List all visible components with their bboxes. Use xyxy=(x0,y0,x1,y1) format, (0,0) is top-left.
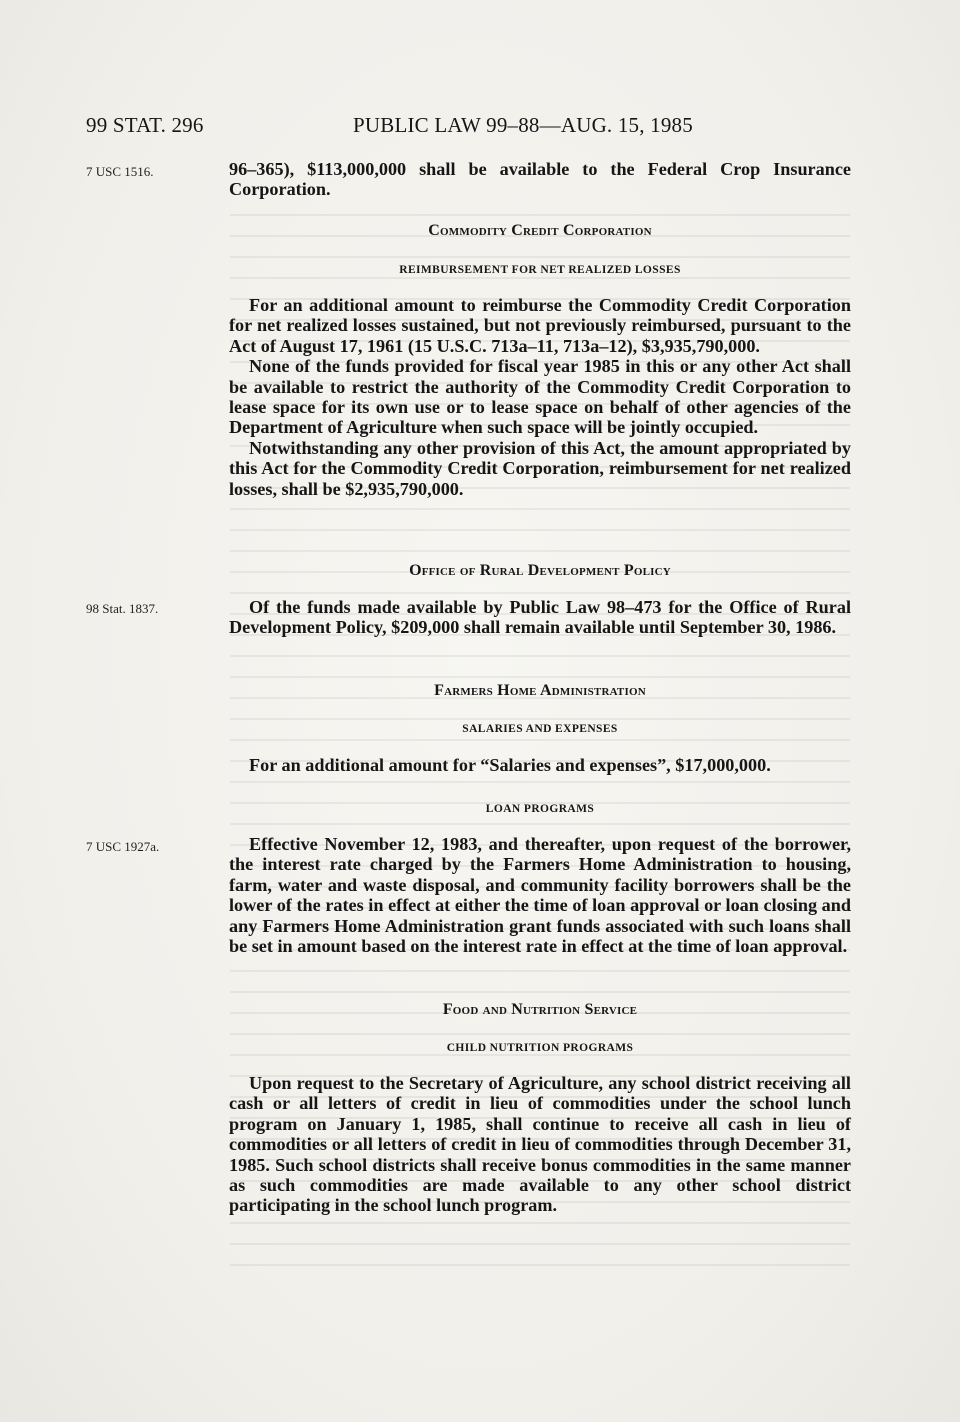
loan-paragraph-block xyxy=(229,834,851,956)
heading-office-rural-development: Office of Rural Development Policy xyxy=(409,562,671,579)
stat-page-reference: 99 STAT. 296 xyxy=(86,113,204,137)
margin-note-usc-1516: 7 USC 1516. xyxy=(86,164,154,179)
subheading-salaries-expenses: SALARIES AND EXPENSES xyxy=(462,723,618,735)
fns-paragraph: Upon request to the Secretary of Agriculture, any school district receiving all cash or all letters of credit in lieu of commodities under the school lunch program on January 1, 1985, shall continue to receive all cash in lieu of commodities or all letters of credit in lieu of commodities through December 31, 1985. Such school districts shall receive bonus commodities in the same manner as such commodities are made available to any other school district participating in the school lunch program. xyxy=(229,1073,851,1216)
ccc-paragraph-1: For an additional amount to reimburse the Commodity Credit Corporation for net realized losses sustained, but not previously reimbursed, pursuant to the Act of August 17, 1961 (15 U.S.C. 713a–11, 713a–12), $3,935,790,000. xyxy=(229,295,851,356)
running-header xyxy=(86,113,866,143)
fns-paragraph-block xyxy=(229,1073,851,1216)
ccc-paragraph-block xyxy=(229,295,851,499)
heading-commodity-credit-corporation: Commodity Credit Corporation xyxy=(428,222,652,239)
ccc-paragraph-2: None of the funds provided for fiscal year 1985 in this or any other Act shall be available to restrict the authority of the Commodity Credit Corporation to lease space for its own use or to lease space on behalf of other agencies of the Department of Agriculture when such space will be jointly occupied. xyxy=(229,356,851,438)
margin-note-stat-1837: 98 Stat. 1837. xyxy=(86,601,159,616)
margin-note-usc-1927a: 7 USC 1927a. xyxy=(86,839,160,854)
ordp-paragraph: Of the funds made available by Public Law 98–473 for the Office of Rural Development Policy, $209,000 shall remain available until September 30, 1986. xyxy=(229,597,851,638)
ccc-paragraph-3: Notwithstanding any other provision of this Act, the amount appropriated by this Act for the Commodity Credit Corporation, reimbursement for net realized losses, shall be $2,935,790,000. xyxy=(229,437,851,499)
intro-paragraph-block xyxy=(229,159,851,200)
law-title: PUBLIC LAW 99–88—AUG. 15, 1985 xyxy=(353,113,693,137)
fmha-paragraph-block xyxy=(229,755,851,775)
subheading-loan-programs: LOAN PROGRAMS xyxy=(485,803,595,815)
subheading-child-nutrition: CHILD NUTRITION PROGRAMS xyxy=(446,1042,634,1054)
fmha-paragraph: For an additional amount for “Salaries and expenses”, $17,000,000. xyxy=(249,755,771,775)
heading-food-nutrition-service: Food and Nutrition Service xyxy=(442,1001,638,1018)
subheading-reimbursement: REIMBURSEMENT FOR NET REALIZED LOSSES xyxy=(399,264,681,276)
heading-farmers-home-administration: Farmers Home Administration xyxy=(434,682,646,699)
ordp-paragraph-block xyxy=(229,597,851,638)
intro-paragraph: 96–365), $113,000,000 shall be available to the Federal Crop Insurance Corporation. xyxy=(229,159,851,200)
loan-paragraph: Effective November 12, 1983, and thereafter, upon request of the borrower, the interest rate charged by the Farmers Home Administration to housing, farm, water and waste disposal, and community facility borrowers shall be the lower of the rates in effect at either the time of loan approval or loan closing and any Farmers Home Administration grant funds associated with such loans shall be set in amount based on the interest rate in effect at the time of loan approval. xyxy=(229,834,851,957)
